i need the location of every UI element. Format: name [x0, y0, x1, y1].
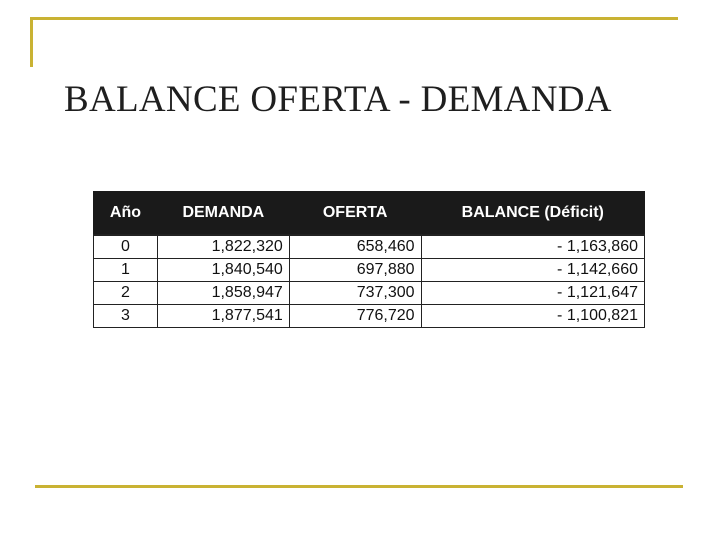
table-header-row [94, 192, 645, 236]
cell-supply: 697,880 [289, 259, 421, 282]
bottom-decorative-rule [35, 485, 683, 488]
cell-year: 0 [94, 235, 158, 259]
cell-year: 3 [94, 305, 158, 328]
header-supply: OFERTA [289, 192, 421, 236]
cell-demand: 1,840,540 [157, 259, 289, 282]
left-decorative-rule [30, 17, 33, 67]
cell-year: 1 [94, 259, 158, 282]
cell-balance: - 1,142,660 [421, 259, 644, 282]
cell-balance: - 1,121,647 [421, 282, 644, 305]
cell-supply: 658,460 [289, 235, 421, 259]
cell-year: 2 [94, 282, 158, 305]
table-row [94, 305, 645, 328]
cell-demand: 1,877,541 [157, 305, 289, 328]
cell-supply: 776,720 [289, 305, 421, 328]
slide-title: BALANCE OFERTA - DEMANDA [64, 79, 612, 120]
balance-table [93, 191, 645, 328]
header-year: Año [94, 192, 158, 236]
table-row [94, 235, 645, 259]
cell-demand: 1,822,320 [157, 235, 289, 259]
top-decorative-rule [30, 17, 678, 20]
cell-demand: 1,858,947 [157, 282, 289, 305]
table-row [94, 259, 645, 282]
header-balance: BALANCE (Déficit) [421, 192, 644, 236]
cell-balance: - 1,163,860 [421, 235, 644, 259]
table-row [94, 282, 645, 305]
cell-supply: 737,300 [289, 282, 421, 305]
header-demand: DEMANDA [157, 192, 289, 236]
cell-balance: - 1,100,821 [421, 305, 644, 328]
